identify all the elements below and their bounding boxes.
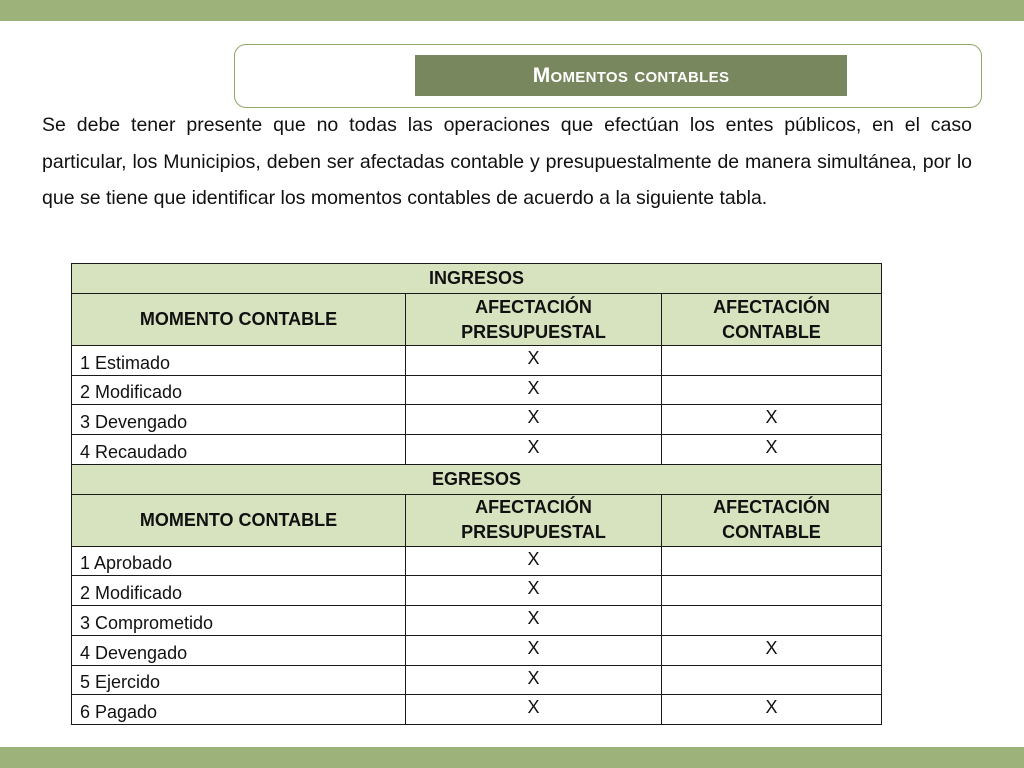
ingresos-header-row — [72, 294, 882, 346]
budget-mark-cell: X — [406, 435, 662, 465]
moment-cell: 4 Devengado — [72, 635, 406, 665]
accounting-mark-cell — [662, 665, 882, 695]
table-row — [72, 695, 882, 725]
moment-cell: 4 Recaudado — [72, 435, 406, 465]
column-header: AFECTACIÓN CONTABLE — [662, 294, 882, 346]
accounting-mark-cell: X — [662, 435, 882, 465]
column-header: AFECTACIÓN CONTABLE — [662, 494, 882, 546]
moment-cell: 3 Comprometido — [72, 606, 406, 636]
accounting-moments-table — [71, 263, 882, 725]
egresos-section-row — [72, 464, 882, 494]
accounting-mark-cell: X — [662, 405, 882, 435]
ingresos-section-title: INGRESOS — [72, 264, 882, 294]
column-header: AFECTACIÓN PRESUPUESTAL — [406, 294, 662, 346]
budget-mark-cell: X — [406, 695, 662, 725]
budget-mark-cell: X — [406, 346, 662, 376]
accounting-mark-cell: X — [662, 695, 882, 725]
table-row — [72, 546, 882, 576]
moment-cell: 5 Ejercido — [72, 665, 406, 695]
table-row — [72, 665, 882, 695]
top-decorative-band — [0, 0, 1024, 21]
slide-title: Momentos contables — [532, 63, 730, 87]
accounting-mark-cell — [662, 546, 882, 576]
table-row — [72, 635, 882, 665]
moment-cell: 6 Pagado — [72, 695, 406, 725]
column-header: AFECTACIÓN PRESUPUESTAL — [406, 494, 662, 546]
table-row — [72, 576, 882, 606]
title-banner — [415, 55, 847, 96]
accounting-mark-cell — [662, 606, 882, 636]
accounting-mark-cell — [662, 346, 882, 376]
moment-cell: 3 Devengado — [72, 405, 406, 435]
table-row — [72, 346, 882, 376]
budget-mark-cell: X — [406, 576, 662, 606]
moment-cell: 2 Modificado — [72, 375, 406, 405]
table-row — [72, 435, 882, 465]
bottom-decorative-band — [0, 747, 1024, 768]
ingresos-section-row — [72, 264, 882, 294]
moment-cell: 2 Modificado — [72, 576, 406, 606]
moment-cell: 1 Aprobado — [72, 546, 406, 576]
accounting-mark-cell: X — [662, 635, 882, 665]
budget-mark-cell: X — [406, 405, 662, 435]
egresos-section-title: EGRESOS — [72, 464, 882, 494]
moment-cell: 1 Estimado — [72, 346, 406, 376]
table-row — [72, 375, 882, 405]
budget-mark-cell: X — [406, 546, 662, 576]
accounting-mark-cell — [662, 375, 882, 405]
budget-mark-cell: X — [406, 606, 662, 636]
budget-mark-cell: X — [406, 665, 662, 695]
table-row — [72, 405, 882, 435]
column-header: MOMENTO CONTABLE — [72, 494, 406, 546]
accounting-mark-cell — [662, 576, 882, 606]
table-row — [72, 606, 882, 636]
column-header: MOMENTO CONTABLE — [72, 294, 406, 346]
budget-mark-cell: X — [406, 375, 662, 405]
egresos-header-row — [72, 494, 882, 546]
intro-paragraph: Se debe tener presente que no todas las operaciones que efectúan los entes públicos, en el caso particular, los Municipios, deben ser afectadas contable y presupuestalmente de manera simultánea, por lo que se tiene que identificar los momentos contables de acuerdo a la siguiente tabla. — [42, 114, 972, 209]
budget-mark-cell: X — [406, 635, 662, 665]
